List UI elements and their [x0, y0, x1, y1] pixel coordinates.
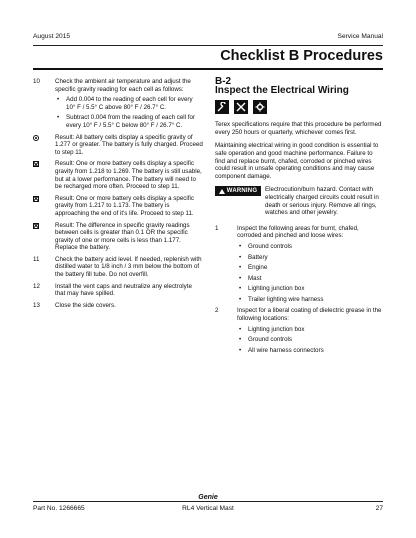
warning-label: WARNING — [226, 187, 258, 194]
part-number: Part No. 1266665 — [33, 505, 85, 512]
list-item: • Ground controls — [239, 336, 383, 344]
section-number: B-2 — [215, 76, 232, 87]
step-number: 11 — [33, 255, 40, 263]
step-11 — [33, 256, 203, 279]
list-item: • Subtract 0.004 from the reading of each cell for every 10° F / 5.5° C below 80° F / 26.7° C. — [57, 114, 203, 129]
header-date: August 2015 — [33, 33, 71, 40]
header-rule — [33, 45, 383, 46]
result-text: Result: All battery cells display a specific gravity of 1.277 or greater. The battery is fully charged. Proceed to step 11. — [55, 133, 203, 156]
step-number: 13 — [33, 301, 40, 309]
result-text: Result: One or more battery cells display a specific gravity from 1.217 to 1.173. The battery is approaching the end of it's life. Proceed to step 11. — [55, 194, 194, 217]
page-number: 27 — [375, 505, 383, 512]
list-item: • Lighting junction box — [239, 326, 383, 334]
warning-badge — [215, 186, 261, 196]
list-item: • Engine — [239, 264, 383, 272]
footer-rule — [33, 501, 383, 502]
paragraph: Maintaining electrical wiring in good condition is essential to safe operation and good machine performance. Failure to find and replace burnt, chafed, corroded or pinched wires could result in unsafe operating conditions and may cause component damage. — [215, 142, 379, 180]
list-item: • Mast — [239, 275, 383, 283]
procedure-icons — [215, 100, 383, 114]
model-name: RL4 Vertical Mast — [182, 505, 234, 512]
warning-text: Electrocution/burn hazard. Contact with electrically charged circuits could result in death or serious injury. Remove all rings, watches and other jewelry. — [265, 186, 379, 217]
fail-result-icon — [33, 196, 39, 202]
step-2 — [215, 307, 383, 354]
fail-result-icon — [33, 223, 39, 229]
list-item: • Add 0.004 to the reading of each cell for every 10° F / 5.5° C above 80° F / 26.7° C. — [57, 96, 203, 111]
paragraph: Terex specifications require that this procedure be performed every 250 hours or quarterly, whichever comes first. — [215, 121, 382, 136]
list-item: • All wire harness connectors — [239, 347, 383, 355]
wrench-icon — [215, 100, 229, 114]
step-10 — [33, 78, 203, 130]
tools-icon — [234, 100, 248, 114]
list-item: • Battery — [239, 254, 383, 262]
genie-logo: Genie — [195, 494, 220, 501]
step-text: Install the vent caps and neutralize any electrolyte that may have spilled. — [55, 282, 192, 298]
step-number: 1 — [215, 224, 219, 232]
page-footer — [33, 505, 383, 517]
page-title: Checklist B Procedures — [220, 48, 383, 64]
list-item: • Lighting junction box — [239, 285, 383, 293]
fail-result-icon — [33, 161, 39, 167]
result-item — [33, 195, 203, 218]
result-text: Result: One or more battery cells display a specific gravity from 1.218 to 1.269. The battery is still usable, but at a lower performance. The battery will need to be recharged more often. Proceed to step 11. — [55, 160, 202, 191]
step-number: 2 — [215, 307, 219, 315]
page-header — [33, 33, 383, 45]
result-item — [33, 222, 203, 252]
section-title: Inspect the Electrical Wiring — [215, 84, 349, 96]
warning-triangle-icon — [219, 189, 225, 194]
step-12 — [33, 283, 203, 298]
step-number: 12 — [33, 282, 40, 290]
header-manual: Service Manual — [337, 33, 383, 40]
step-1 — [215, 225, 383, 304]
step-number: 10 — [33, 78, 40, 85]
pass-result-icon — [33, 135, 39, 141]
result-item — [33, 160, 203, 190]
list-item: • Trailer lighting wire harness — [239, 296, 383, 304]
result-text: Result: The difference in specific gravity readings between cells is greater than 0.1 OR the specific gravity of one or more cells is less than 1.177. Replace the battery. — [55, 221, 190, 252]
step-text: Close the side covers. — [55, 301, 116, 309]
warning-block — [215, 186, 383, 216]
step-text: Check the battery acid level. If needed, replenish with distilled water to 1/8 inch / 3 mm below the bottom of the battery fill tube. Do not overfill. — [55, 255, 202, 279]
step-text: Inspect for a liberal coating of dielectric grease in the following locations: — [237, 307, 382, 323]
gear-icon — [253, 100, 267, 114]
step-13 — [33, 302, 203, 310]
step-text: Check the ambient air temperature and adjust the specific gravity reading for each cell as follows: — [55, 78, 191, 93]
left-column — [33, 78, 203, 313]
result-item — [33, 134, 203, 157]
right-column — [215, 78, 383, 358]
list-item: • Ground controls — [239, 243, 383, 251]
title-rule — [33, 68, 383, 70]
step-text: Inspect the following areas for burnt, chafed, corroded and pinched and loose wires: — [237, 224, 359, 240]
